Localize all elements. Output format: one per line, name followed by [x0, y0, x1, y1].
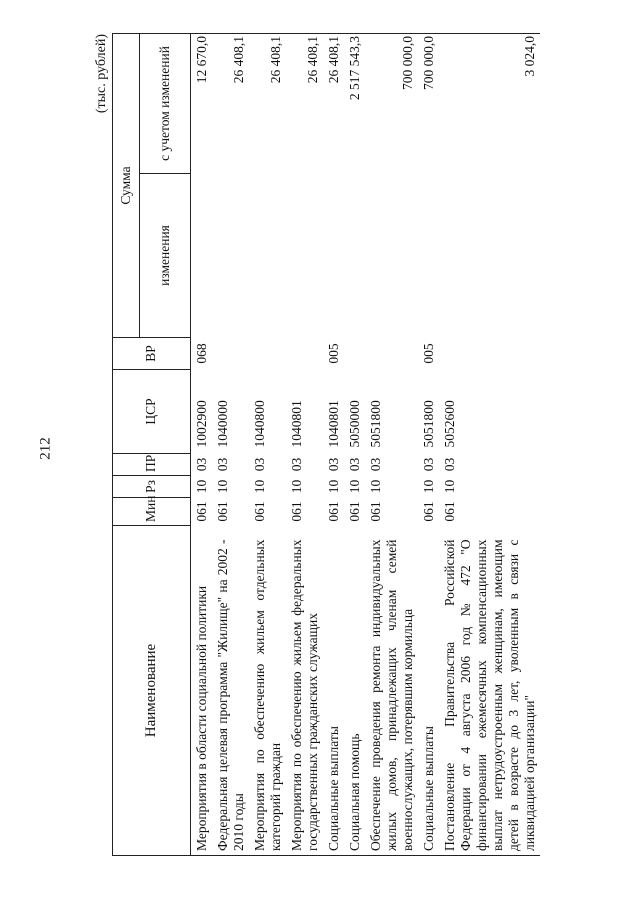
row-changes — [323, 174, 344, 338]
row-min: 061 — [289, 501, 304, 522]
row-total: 12 670,0 — [191, 33, 213, 173]
row-rz: 10 — [215, 479, 230, 494]
row-vr — [249, 338, 286, 370]
table-row — [344, 33, 365, 855]
row-changes — [439, 174, 540, 338]
row-changes — [249, 174, 286, 338]
row-min: 061 — [368, 501, 383, 522]
row-name: Постановление Правительства Российской Федерации от 4 августа 2006 год № 472 "О финансировании ежемесячных компенсационных выплат нетрудоустроенным женщинам, имеющим детей в возрасте до 3 лет, уволенным в связи с ликвидацией организации" — [439, 526, 540, 856]
row-vr — [365, 338, 418, 370]
row-csr: 5051800 — [368, 400, 383, 448]
row-min: 061 — [442, 501, 457, 522]
row-min: 061 — [215, 501, 230, 522]
row-pr: 03 — [368, 457, 383, 472]
page-number: 212 — [37, 437, 54, 460]
row-min: 061 — [252, 501, 267, 522]
table-row — [212, 33, 249, 855]
table-header — [113, 33, 191, 855]
row-rz: 10 — [326, 479, 341, 494]
row-vr — [344, 338, 365, 370]
units-note: (тыс. рублей) — [94, 34, 109, 114]
row-total: 26 408,1 — [286, 33, 323, 173]
row-changes — [418, 174, 439, 338]
row-rz: 10 — [442, 479, 457, 494]
row-vr — [286, 338, 323, 370]
rotated-page-content — [92, 34, 550, 856]
row-changes — [286, 174, 323, 338]
row-changes — [212, 174, 249, 338]
row-changes — [191, 174, 213, 338]
row-name: Социальные выплаты — [418, 526, 439, 856]
row-total: 26 408,1 — [249, 33, 286, 173]
row-name: Федеральная целевая программа "Жилище" на 2002 - 2010 годы — [212, 526, 249, 856]
row-pr: 03 — [215, 457, 230, 472]
row-rz: 10 — [421, 479, 436, 494]
header-with-changes: с учетом изменений — [140, 33, 191, 173]
row-vr — [439, 338, 540, 370]
row-pr: 03 — [421, 457, 436, 472]
table-row — [323, 33, 344, 855]
row-total: 700 000,0 — [418, 33, 439, 173]
row-csr: 1002900 — [194, 400, 209, 448]
row-changes — [365, 174, 418, 338]
row-min: 061 — [326, 501, 341, 522]
header-pr: ПР — [113, 454, 191, 476]
row-name: Социальные выплаты — [323, 526, 344, 856]
table-row — [249, 33, 286, 855]
header-rz: Рз — [113, 476, 191, 498]
row-pr: 03 — [194, 457, 209, 472]
row-csr: 1040801 — [289, 400, 304, 448]
row-rz: 10 — [194, 479, 209, 494]
table-row — [418, 33, 439, 855]
row-changes — [344, 174, 365, 338]
row-pr: 03 — [289, 457, 304, 472]
row-pr: 03 — [442, 457, 457, 472]
budget-table — [112, 33, 540, 856]
row-rz: 10 — [252, 479, 267, 494]
row-total: 26 408,1 — [212, 33, 249, 173]
row-csr: 5052600 — [442, 400, 457, 448]
row-total: 3 024,0 — [439, 33, 540, 173]
row-pr: 03 — [252, 457, 267, 472]
row-name: Обеспечение проведения ремонта индивидуальных жилых домов, принадлежащих членам семей военнослужащих, потерявшим кормильца — [365, 526, 418, 856]
table-body — [191, 33, 541, 855]
header-vr: ВР — [113, 338, 191, 370]
header-changes: изменения — [140, 174, 191, 338]
row-total: 26 408,1 — [323, 33, 344, 173]
row-csr: 1040000 — [215, 400, 230, 448]
row-name: Мероприятия в области социальной политики — [191, 526, 213, 856]
row-vr: 005 — [421, 343, 436, 364]
row-name: Мероприятия по обеспечению жильем федеральных государственных гражданских служащих — [286, 526, 323, 856]
row-rz: 10 — [347, 479, 362, 494]
row-pr: 03 — [326, 457, 341, 472]
header-min: Мин — [113, 498, 191, 526]
row-name: Мероприятия по обеспечению жильем отдельных категорий граждан — [249, 526, 286, 856]
row-vr: 005 — [326, 343, 341, 364]
row-min: 061 — [421, 501, 436, 522]
row-total: 2 517 543,3 — [344, 33, 365, 173]
table-row — [439, 33, 540, 855]
header-name: Наименование — [113, 526, 191, 856]
header-sum: Сумма — [113, 33, 140, 337]
row-csr: 1040801 — [326, 400, 341, 448]
row-name: Социальная помощь — [344, 526, 365, 856]
row-csr: 1040800 — [252, 400, 267, 448]
row-pr: 03 — [347, 457, 362, 472]
row-csr: 5050000 — [347, 400, 362, 448]
row-min: 061 — [194, 501, 209, 522]
table-row — [191, 33, 213, 855]
row-vr — [212, 338, 249, 370]
row-rz: 10 — [368, 479, 383, 494]
row-rz: 10 — [289, 479, 304, 494]
row-min: 061 — [347, 501, 362, 522]
row-csr: 5051800 — [421, 400, 436, 448]
row-vr: 068 — [194, 343, 209, 364]
table-row — [365, 33, 418, 855]
table-row — [286, 33, 323, 855]
header-csr: ЦСР — [113, 370, 191, 454]
row-total: 700 000,0 — [365, 33, 418, 173]
